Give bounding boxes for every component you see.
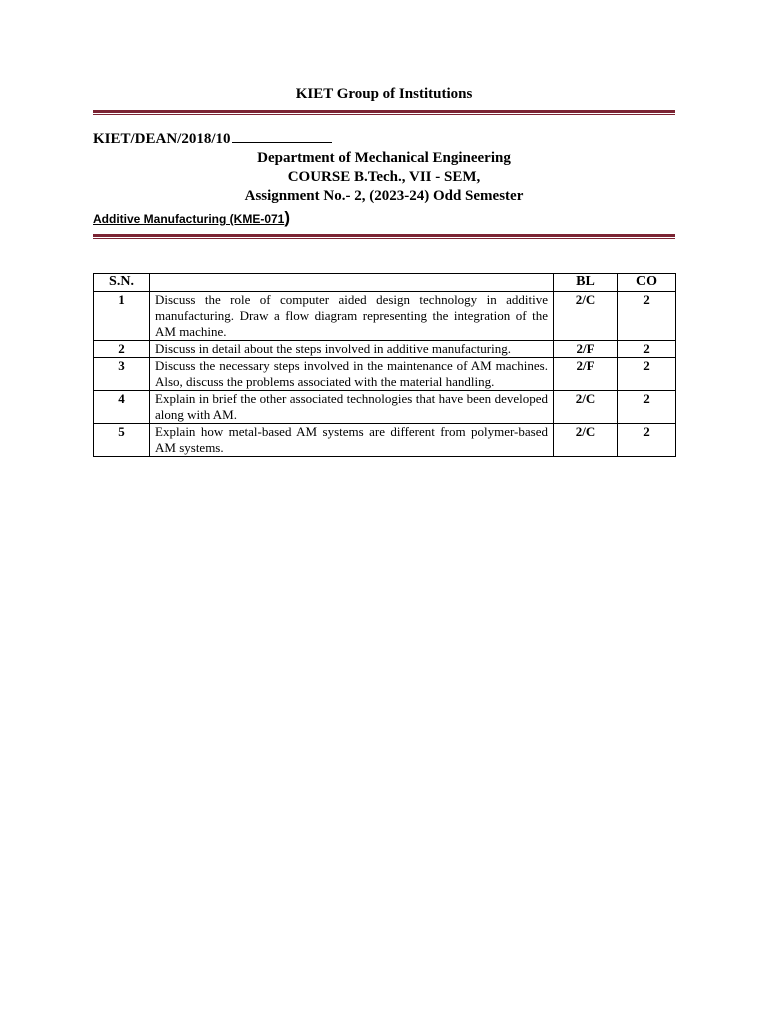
column-header-bl: BL bbox=[554, 274, 618, 292]
reference-text: KIET/DEAN/2018/10 bbox=[93, 131, 231, 147]
institution-title: KIET Group of Institutions bbox=[295, 86, 473, 102]
row-co: 2 bbox=[618, 292, 676, 341]
row-sn: 4 bbox=[94, 391, 150, 424]
row-bl: 2/C bbox=[554, 424, 618, 457]
table-header-row bbox=[94, 274, 676, 292]
row-question: Discuss in detail about the steps involved in additive manufacturing. bbox=[150, 341, 554, 358]
table-row bbox=[94, 391, 676, 424]
row-question: Explain in brief the other associated technologies that have been developed along with AM. bbox=[150, 391, 554, 424]
course-line: COURSE B.Tech., VII - SEM, bbox=[287, 169, 481, 185]
table-row bbox=[94, 341, 676, 358]
row-co: 2 bbox=[618, 358, 676, 391]
subject-close-paren: ) bbox=[284, 208, 291, 227]
table-row bbox=[94, 358, 676, 391]
row-question: Discuss the role of computer aided design technology in additive manufacturing. Draw a flow diagram representing the integration of the AM machine. bbox=[150, 292, 554, 341]
column-header-sn: S.N. bbox=[94, 274, 150, 292]
row-bl: 2/C bbox=[554, 292, 618, 341]
row-question: Explain how metal-based AM systems are different from polymer-based AM systems. bbox=[150, 424, 554, 457]
questions-table bbox=[93, 273, 676, 457]
row-sn: 1 bbox=[94, 292, 150, 341]
row-bl: 2/F bbox=[554, 358, 618, 391]
subject-title bbox=[93, 208, 290, 228]
department-name: Department of Mechanical Engineering bbox=[257, 150, 511, 166]
header-divider-top bbox=[93, 110, 675, 116]
reference-blank-line bbox=[232, 141, 332, 143]
table-row bbox=[94, 292, 676, 341]
row-co: 2 bbox=[618, 391, 676, 424]
row-co: 2 bbox=[618, 341, 676, 358]
subject-name: Additive Manufacturing (KME-071 bbox=[93, 212, 285, 226]
row-sn: 3 bbox=[94, 358, 150, 391]
column-header-question bbox=[150, 274, 554, 292]
assignment-line: Assignment No.- 2, (2023-24) Odd Semester bbox=[244, 188, 524, 204]
row-sn: 5 bbox=[94, 424, 150, 457]
reference-number bbox=[93, 131, 332, 148]
column-header-co: CO bbox=[618, 274, 676, 292]
row-co: 2 bbox=[618, 424, 676, 457]
row-bl: 2/C bbox=[554, 391, 618, 424]
row-sn: 2 bbox=[94, 341, 150, 358]
table-row bbox=[94, 424, 676, 457]
row-bl: 2/F bbox=[554, 341, 618, 358]
row-question: Discuss the necessary steps involved in the maintenance of AM machines. Also, discuss the problems associated with the material handling. bbox=[150, 358, 554, 391]
header-divider-bottom bbox=[93, 234, 675, 240]
